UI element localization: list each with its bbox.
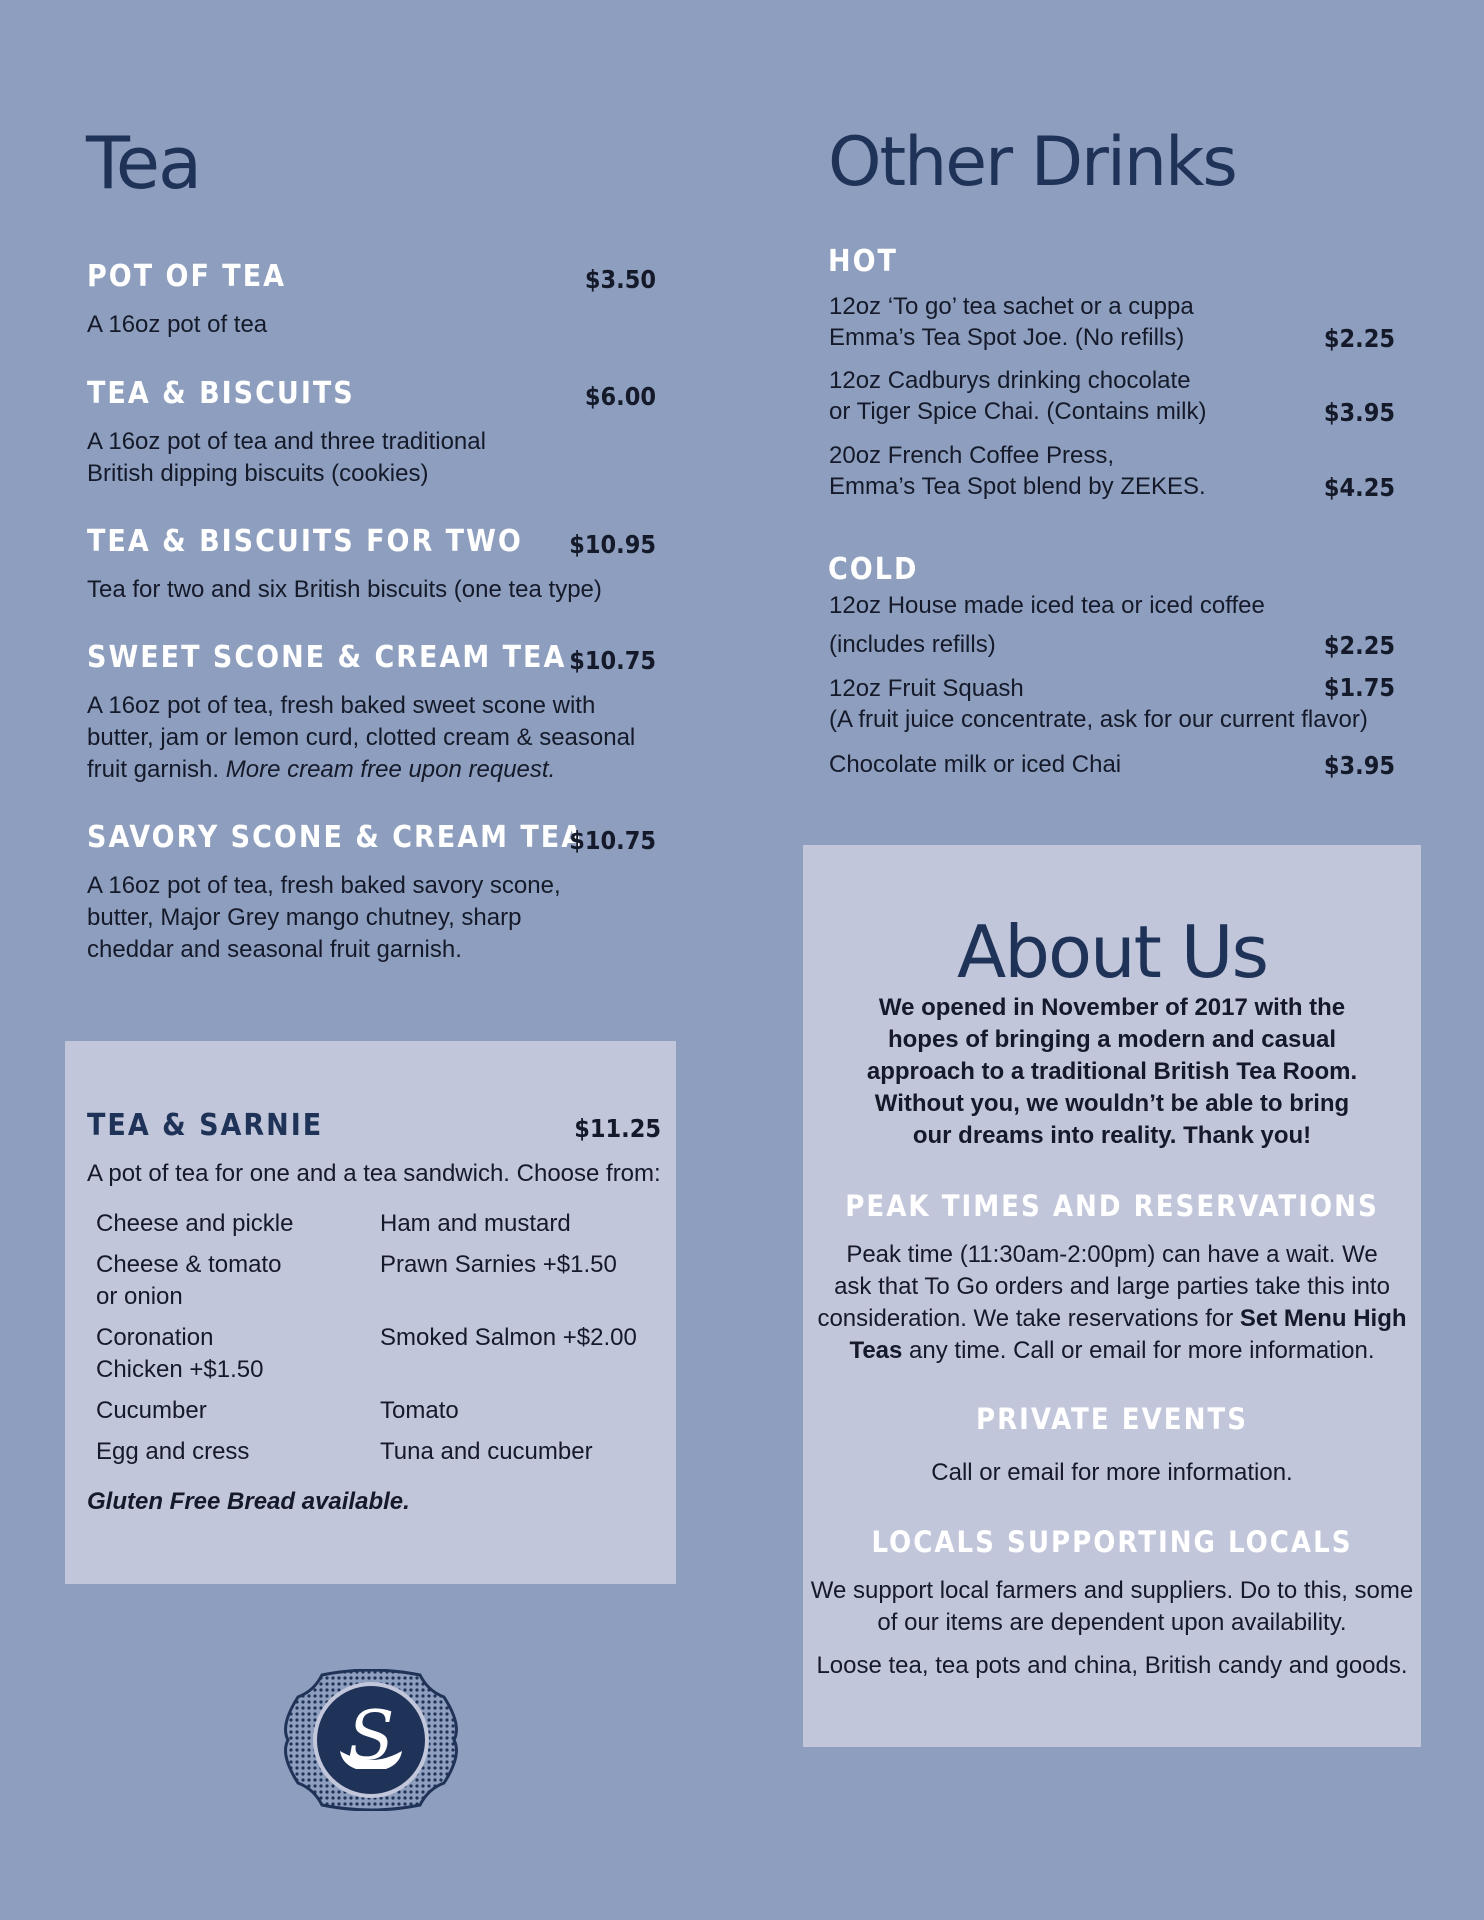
savory-scone-desc [87,870,561,966]
sarnie-option: Egg and cress [96,1438,250,1465]
about-line: Loose tea, tea pots and china, British candy and goods. [816,1652,1408,1679]
about-title: About Us [957,910,1267,994]
drink-price: $2.25 [1323,324,1395,353]
tea-biscuits-two-desc: Tea for two and six British biscuits (one tea type) [87,576,602,603]
desc-line [87,754,635,786]
peak-title: PEAK TIMES AND RESERVATIONS [845,1189,1379,1223]
drink-item [829,590,1395,660]
tea-title: Tea [86,121,201,205]
sarnie-option: Cheese and pickle [96,1210,294,1237]
about-line: hopes of bringing a modern and casual [887,1026,1337,1053]
savory-scone-price: $10.75 [569,826,656,855]
drink-line: Chocolate milk or iced Chai [829,751,1122,778]
drink-price: $3.95 [1323,751,1395,780]
hot-label: HOT [828,244,898,279]
drink-price: $3.95 [1323,398,1395,427]
sarnie-option: Coronation [96,1324,214,1351]
about-line: of our items are dependent upon availability. [877,1609,1347,1636]
cold-label: COLD [828,552,919,587]
tea-biscuits-price: $6.00 [584,382,656,411]
desc-line: A 16oz pot of tea, fresh baked savory scone, [87,872,561,899]
tea-biscuits-two-price: $10.95 [569,530,656,559]
drink-item [829,673,1395,735]
sarnie-price: $11.25 [574,1114,661,1143]
about-intro [803,992,1421,1152]
desc-italic: More cream free upon request. [225,756,556,783]
sarnie-option: Cheese & tomato [96,1251,282,1278]
peak-bold: Set Menu High Teas [849,1305,1407,1364]
about-line: We support local farmers and suppliers. Do to this, some [810,1577,1414,1604]
sarnie-option: Smoked Salmon +$2.00 [380,1324,637,1351]
drink-item [829,749,1395,780]
sarnie-panel [65,1041,676,1584]
drink-line: or Tiger Spice Chai. (Contains milk) [829,398,1207,425]
sweet-scone-name: SWEET SCONE & CREAM TEA [87,640,567,675]
drink-line: 12oz Cadburys drinking chocolate [829,367,1191,394]
locals-title: LOCALS SUPPORTING LOCALS [871,1525,1353,1559]
gluten-free-note: Gluten Free Bread available. [87,1488,410,1515]
tea-biscuits-desc [87,426,486,490]
drink-line: 20oz French Coffee Press, [829,442,1115,469]
private-text: Call or email for more information. [931,1459,1293,1486]
drink-item [829,365,1395,427]
sweet-scone-desc [87,690,635,786]
about-line: We opened in November of 2017 with the [878,994,1346,1021]
drinks-title: Other Drinks [828,123,1236,202]
about-line: ask that To Go orders and large parties take this into [834,1273,1390,1300]
drink-price: $2.25 [1323,631,1395,660]
drink-line: Emma’s Tea Spot Joe. (No refills) [829,324,1185,351]
savory-scone-name: SAVORY SCONE & CREAM TEA [87,820,585,855]
about-line [803,1303,1421,1367]
desc-line: butter, Major Grey mango chutney, sharp [87,904,522,931]
about-line: our dreams into reality. Thank you! [912,1122,1312,1149]
desc-line: A 16oz pot of tea and three traditional [87,428,486,455]
peak-line-end: any time. Call or email for more information. [909,1337,1375,1364]
drink-line: (includes refills) [829,631,996,658]
logo [282,1669,460,1811]
sarnie-option: Cucumber [96,1397,207,1424]
about-panel [803,845,1421,1747]
drink-item [829,440,1395,502]
sarnie-intro: A pot of tea for one and a tea sandwich. Choose from: [87,1160,661,1187]
drink-line: 12oz House made iced tea or iced coffee [829,592,1265,619]
drink-line: (A fruit juice concentrate, ask for our current flavor) [829,706,1368,733]
about-line: Peak time (11:30am-2:00pm) can have a wait. We [846,1241,1378,1268]
pot-of-tea-price: $3.50 [584,265,656,294]
peak-text [803,1239,1421,1367]
private-title: PRIVATE EVENTS [975,1402,1249,1436]
drink-line: 12oz ‘To go’ tea sachet or a cuppa [829,293,1194,320]
sarnie-option: Prawn Sarnies +$1.50 [380,1251,617,1278]
sarnie-option: Ham and mustard [380,1210,571,1237]
logo-letter: S [347,1697,395,1776]
sarnie-option: Tuna and cucumber [380,1438,593,1465]
pot-of-tea-name: POT OF TEA [87,259,287,294]
sweet-scone-price: $10.75 [569,646,656,675]
drink-price: $1.75 [1323,673,1395,702]
drink-line: 12oz Fruit Squash [829,675,1024,702]
drink-item [829,291,1395,353]
about-line: Without you, we wouldn’t be able to bring [874,1090,1350,1117]
desc-line: butter, jam or lemon curd, clotted cream & seasonal [87,724,636,751]
pot-of-tea-desc: A 16oz pot of tea [87,311,268,338]
locals-text [803,1575,1421,1682]
sarnie-option: or onion [96,1283,183,1310]
teapot-s-logo-icon [282,1669,460,1811]
tea-biscuits-two-name: TEA & BISCUITS FOR TWO [87,524,523,559]
peak-line-text: consideration. We take reservations for [817,1305,1234,1332]
sarnie-name: TEA & SARNIE [87,1108,324,1143]
desc-line: cheddar and seasonal fruit garnish. [87,936,462,963]
drink-price: $4.25 [1323,473,1395,502]
sarnie-option: Chicken +$1.50 [96,1356,264,1383]
desc-line: A 16oz pot of tea, fresh baked sweet scone with [87,692,596,719]
about-line: approach to a traditional British Tea Room. [866,1058,1358,1085]
desc-text: fruit garnish. [87,756,220,783]
desc-line: British dipping biscuits (cookies) [87,460,429,487]
tea-biscuits-name: TEA & BISCUITS [87,376,355,411]
sarnie-option: Tomato [380,1397,459,1424]
drink-line: Emma’s Tea Spot blend by ZEKES. [829,473,1206,500]
